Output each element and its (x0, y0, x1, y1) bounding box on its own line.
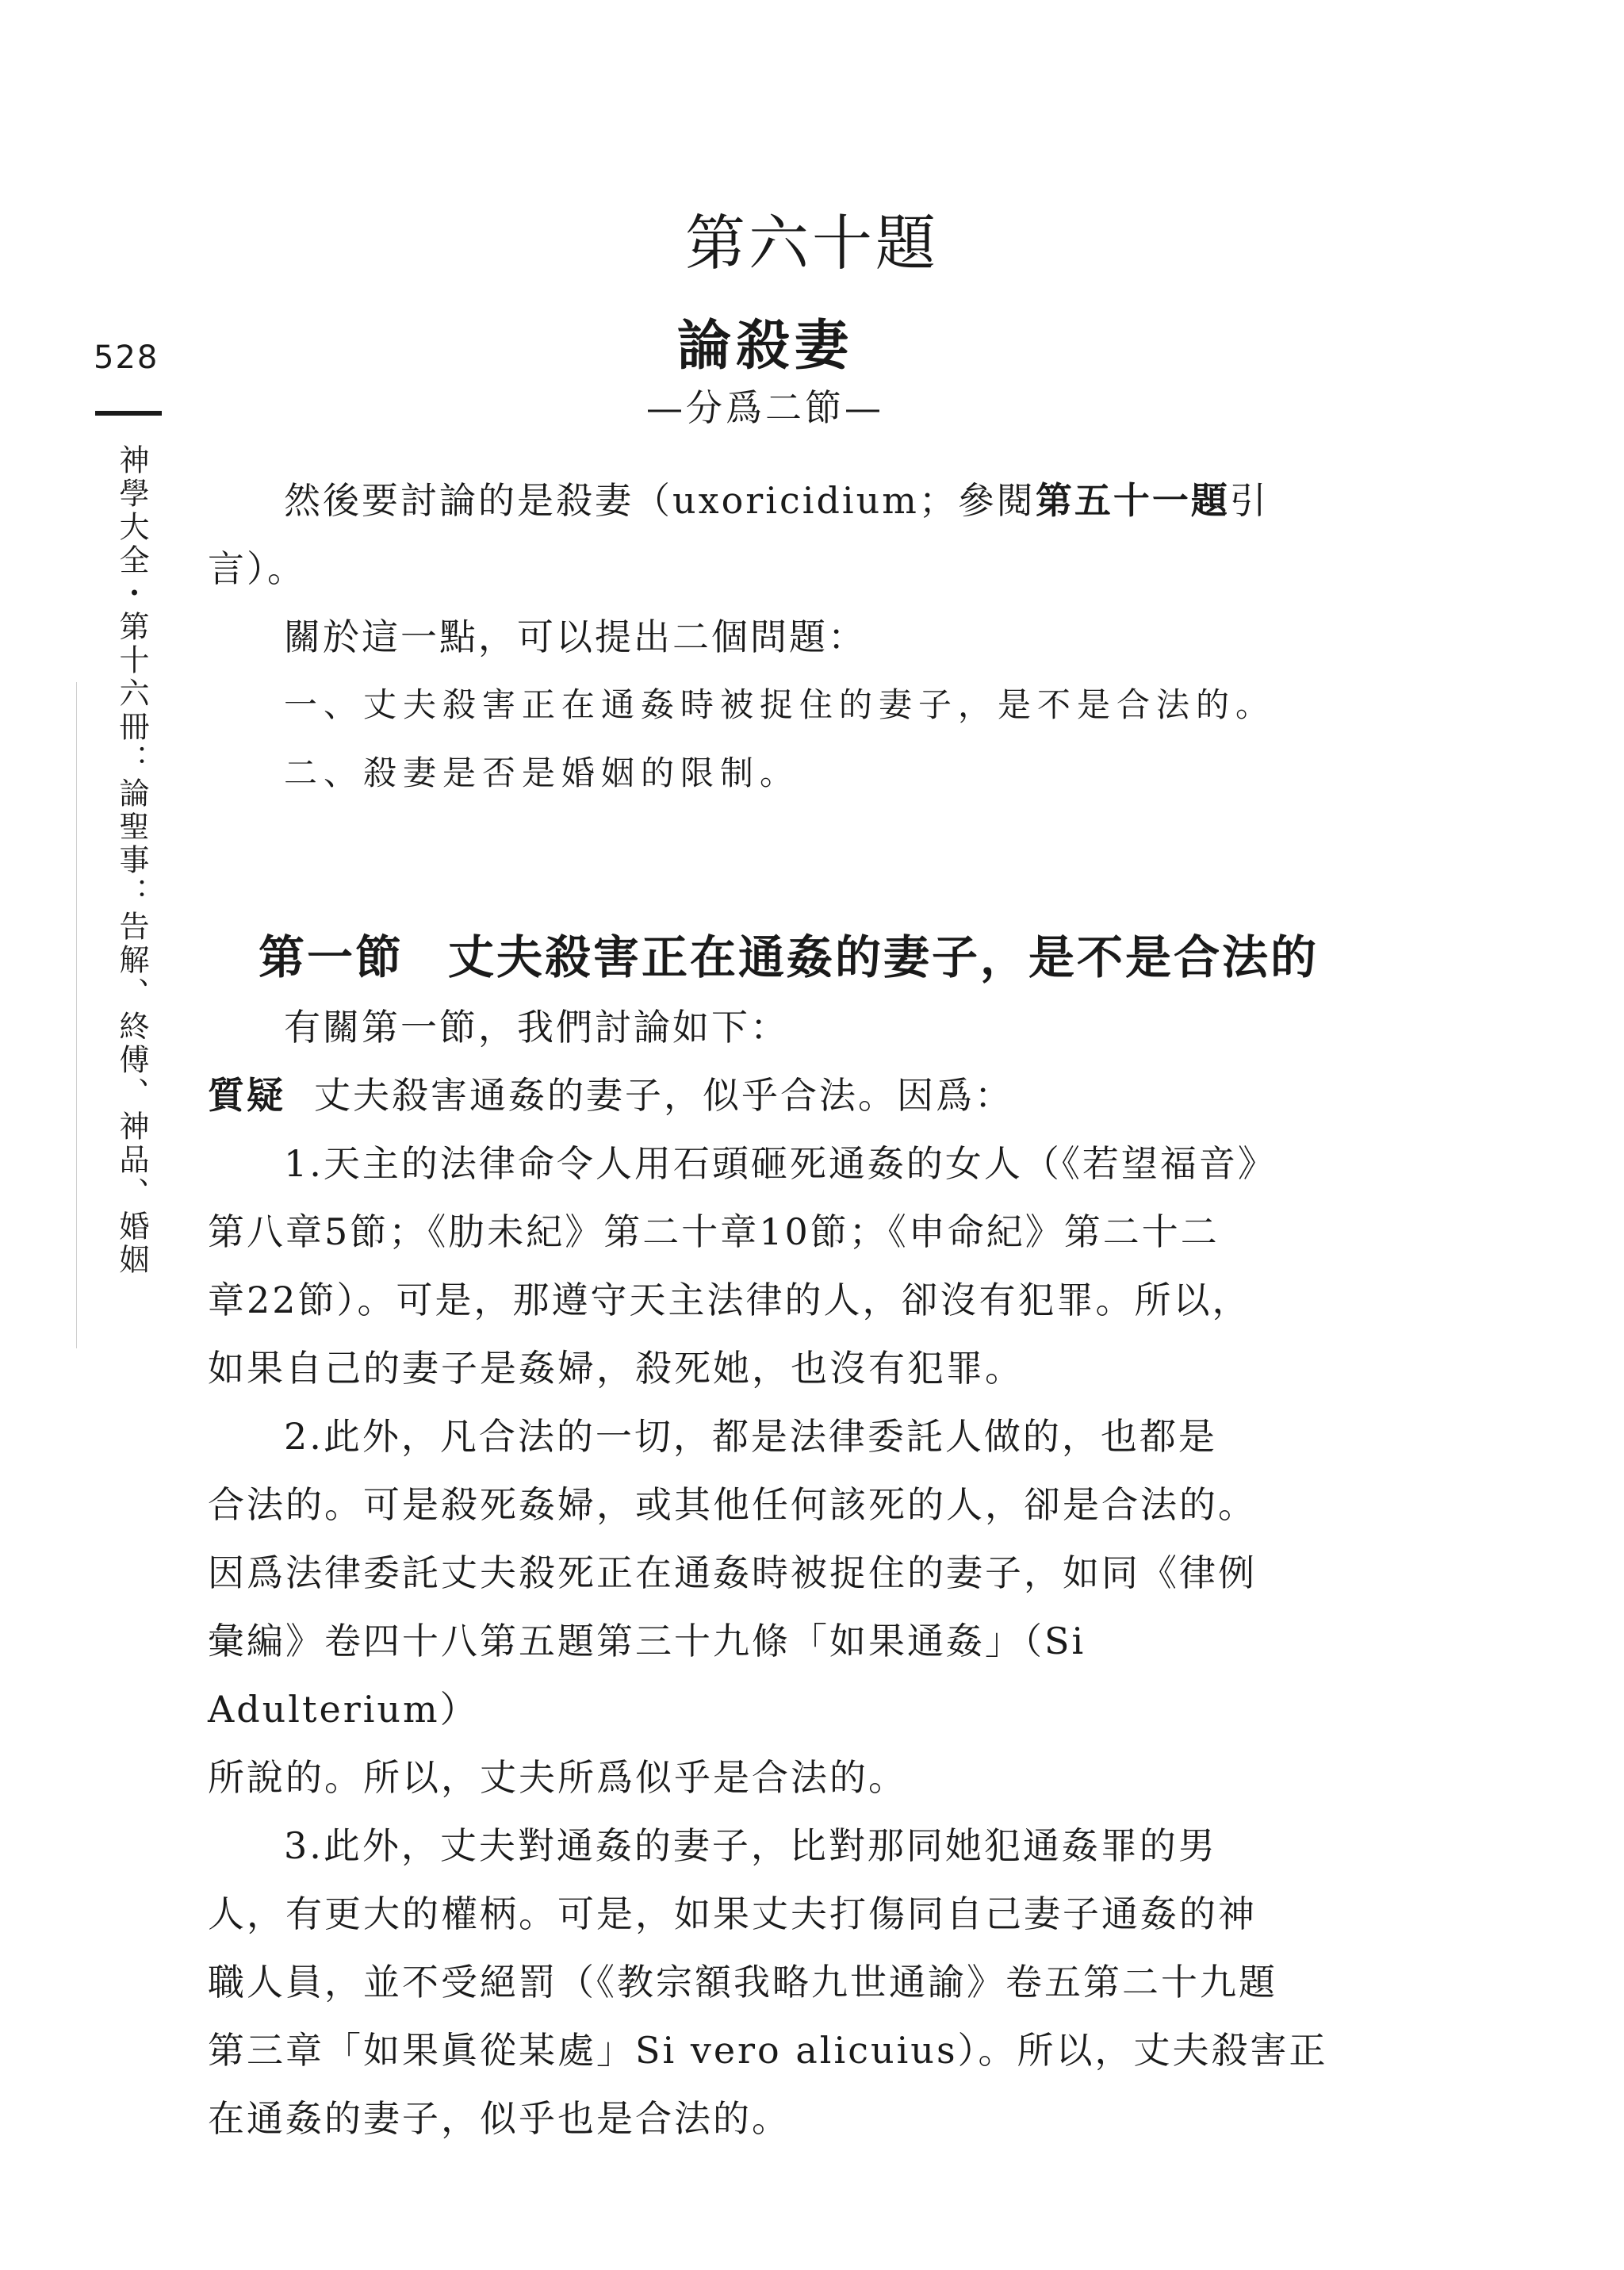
section-title: 丈夫殺害正在通姦的妻子，是不是合法的 (448, 930, 1320, 984)
intro-block (208, 466, 1334, 807)
section-heading (259, 920, 1319, 987)
argument-2-line: 因爲法律委託丈夫殺死正在通姦時被捉住的妻子，如同《律例 (208, 1551, 1257, 1594)
argument-1-line: 1.天主的法律命令人用石頭砸死通姦的女人（《若望福音》 (284, 1142, 1277, 1185)
page-number: 528 (94, 339, 159, 376)
argument-2-line: 所說的。所以，丈夫所爲似乎是合法的。 (208, 1756, 907, 1799)
argument-1 (208, 1129, 1334, 1402)
intro-paragraph (208, 466, 1334, 535)
questions-intro: 關於這一點，可以提出二個問題： (284, 615, 867, 658)
argument-3-line: 第三章「如果眞從某處」Si vero alicuius）。所以，丈夫殺害正 (208, 2029, 1328, 2072)
argument-3 (208, 1812, 1334, 2153)
objection-label: 質疑 (208, 1074, 285, 1117)
section-label: 第一節 (259, 930, 404, 984)
argument-2-line: 彙編》卷四十八第五題第三十九條「如果通姦」（Si Adulterium） (208, 1620, 1086, 1731)
intro-paragraph-end: 言）。 (208, 547, 306, 590)
argument-2-line: 2.此外，凡合法的一切，都是法律委託人做的，也都是 (284, 1415, 1217, 1458)
question-1: 一、丈夫殺害正在通姦時被捉住的妻子，是不是合法的。 (284, 685, 1276, 724)
chapter-title: 論殺妻 (676, 315, 853, 378)
section-body (208, 993, 1334, 2153)
chapter-subtitle: —分爲二節— (646, 386, 884, 429)
argument-1-line: 如果自己的妻子是姦婦，殺死她，也沒有犯罪。 (208, 1347, 1024, 1390)
section-lead: 有關第一節，我們討論如下： (284, 1006, 789, 1049)
gutter-shadow-line (76, 682, 77, 1348)
argument-1-line: 章22節）。可是，那遵守天主法律的人，卻沒有犯罪。所以， (208, 1279, 1251, 1321)
intro-text-a: 然後要討論的是殺妻（uxoricidium；參閱 (284, 479, 1036, 522)
argument-3-line: 在通姦的妻子，似乎也是合法的。 (208, 2097, 791, 2140)
argument-3-line: 3.此外，丈夫對通姦的妻子，比對那同她犯通姦罪的男 (284, 1824, 1217, 1867)
argument-3-line: 人，有更大的權柄。可是，如果丈夫打傷同自己妻子通姦的神 (208, 1892, 1257, 1935)
chapter-number: 第六十題 (685, 208, 939, 278)
argument-2-line: 合法的。可是殺死姦婦，或其他任何該死的人，卻是合法的。 (208, 1483, 1257, 1526)
running-head: 神學大全・第十六冊：論聖事：告解、終傅、神品、婚姻 (114, 444, 149, 1277)
argument-3-line: 職人員，並不受絕罰（《教宗額我略九世通諭》卷五第二十九題 (208, 1961, 1277, 2004)
argument-1-line: 第八章5節；《肋未紀》第二十章10節；《申命紀》第二十二 (208, 1210, 1220, 1253)
argument-2 (208, 1402, 1334, 1812)
objection-line (208, 1061, 1334, 1129)
question-2: 二、殺妻是否是婚姻的限制。 (284, 753, 800, 792)
intro-reference: 第五十一題 (1035, 479, 1230, 522)
objection-text: 丈夫殺害通姦的妻子，似乎合法。因爲： (314, 1074, 1013, 1117)
intro-text-b: 引 (1229, 479, 1269, 522)
